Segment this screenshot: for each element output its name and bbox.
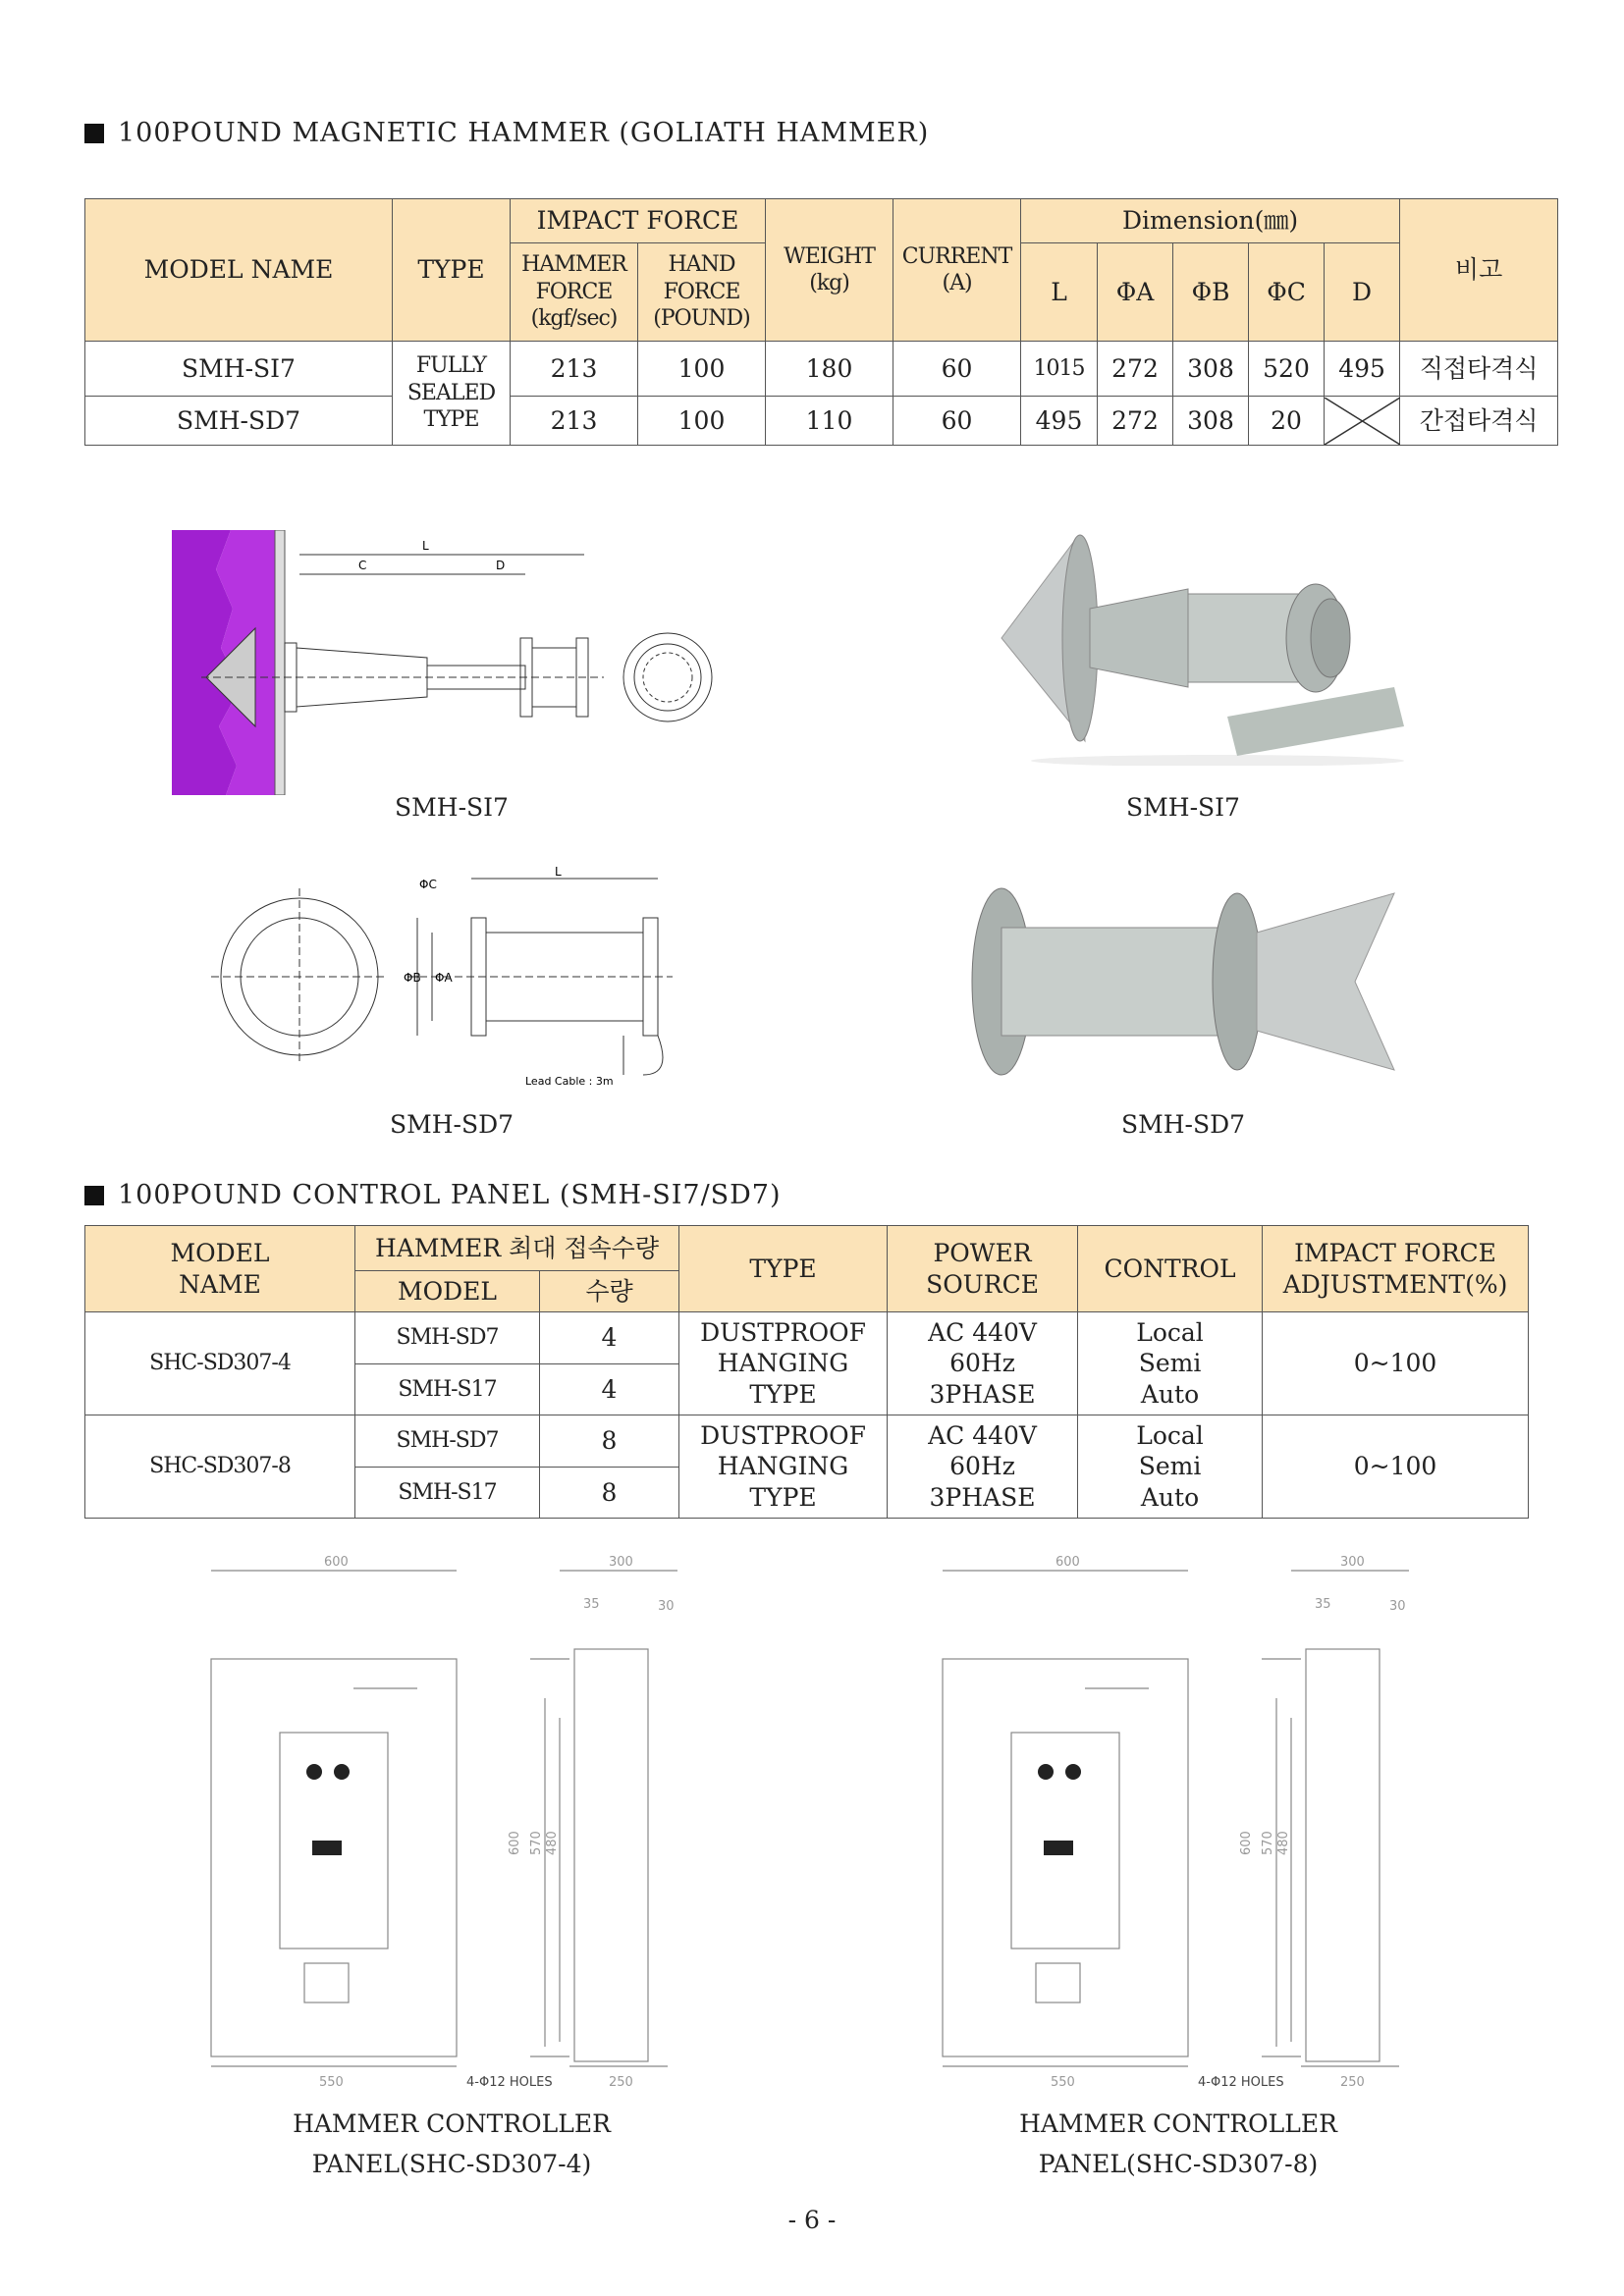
- table-row: SMH-S17 4: [85, 1364, 1529, 1415]
- svg-text:300: 300: [1340, 1555, 1365, 1570]
- svg-text:600: 600: [1056, 1555, 1080, 1570]
- smh-sd7-drawing: [211, 864, 722, 1099]
- panel-caption-left: HAMMER CONTROLLER PANEL(SHC-SD307-4): [293, 2109, 611, 2178]
- panel-caption-right: HAMMER CONTROLLER PANEL(SHC-SD307-8): [1019, 2109, 1337, 2178]
- svg-text:4-Φ12 HOLES: 4-Φ12 HOLES: [1198, 2075, 1284, 2090]
- svg-text:570: 570: [529, 1831, 544, 1855]
- smh-sd7-photo: [962, 874, 1404, 1090]
- svg-text:480: 480: [545, 1831, 560, 1855]
- svg-text:600: 600: [1239, 1831, 1254, 1855]
- control-panel-table: [84, 1225, 1529, 1519]
- header-model-name: MODEL NAME: [85, 199, 393, 342]
- table-row: SMH-S17 8: [85, 1468, 1529, 1519]
- svg-text:35: 35: [1315, 1597, 1331, 1612]
- svg-text:L: L: [422, 539, 429, 553]
- svg-text:35: 35: [583, 1597, 600, 1612]
- svg-text:Lead Cable : 3m: Lead Cable : 3m: [525, 1075, 614, 1088]
- header-impact-force: IMPACT FORCE: [511, 199, 766, 243]
- section1-title: 100POUND MAGNETIC HAMMER (GOLIATH HAMMER): [84, 118, 929, 148]
- power-cell: AC 440V 60Hz 3PHASE: [888, 1312, 1078, 1415]
- header-qty: 수량: [540, 1271, 679, 1312]
- table-row: SMH-SI7 FULLY SEALED TYPE 213 100 180 60 1015 272 308 520 495 직접타격식: [85, 342, 1558, 397]
- svg-text:250: 250: [1340, 2075, 1365, 2090]
- header-hammer-max: HAMMER 최대 접속수량: [355, 1226, 679, 1271]
- header-model: MODEL: [355, 1271, 540, 1312]
- header-type: TYPE: [679, 1226, 888, 1312]
- svg-text:30: 30: [658, 1599, 675, 1614]
- figure-caption: SMH-SD7: [1120, 1110, 1246, 1139]
- svg-text:ΦA: ΦA: [435, 971, 453, 985]
- page-number: - 6 -: [787, 2206, 837, 2234]
- header-dim-d: D: [1325, 243, 1400, 342]
- bullet-square-icon: [84, 1186, 104, 1205]
- type-cell: DUSTPROOF HANGING TYPE: [679, 1312, 888, 1415]
- header-model-name: MODEL NAME: [85, 1226, 355, 1312]
- header-impact-adjustment: IMPACT FORCE ADJUSTMENT(%): [1263, 1226, 1529, 1312]
- control-cell: Local Semi Auto: [1078, 1312, 1263, 1415]
- section2-title: 100POUND CONTROL PANEL (SMH-SI7/SD7): [84, 1180, 782, 1210]
- svg-text:250: 250: [609, 2075, 633, 2090]
- smh-si7-drawing: [172, 530, 722, 795]
- svg-text:ΦB: ΦB: [404, 971, 421, 985]
- header-type: TYPE: [393, 199, 511, 342]
- header-control: CONTROL: [1078, 1226, 1263, 1312]
- svg-text:ΦC: ΦC: [419, 878, 437, 891]
- header-remark: 비고: [1400, 199, 1558, 342]
- svg-text:480: 480: [1276, 1831, 1291, 1855]
- bullet-square-icon: [84, 124, 104, 143]
- table-row: SHC-SD307-8 SMH-SD7 8 DUSTPROOF HANGING TYPE AC 440V 60Hz 3PHASE Local Semi Auto 0~100: [85, 1415, 1529, 1468]
- header-dimension: Dimension(㎜): [1021, 199, 1400, 243]
- type-cell: DUSTPROOF HANGING TYPE: [679, 1415, 888, 1519]
- header-hand-force: HAND FORCE (POUND): [638, 243, 766, 342]
- power-cell: AC 440V 60Hz 3PHASE: [888, 1415, 1078, 1519]
- header-weight: WEIGHT (kg): [766, 199, 893, 342]
- cross-mark-icon: [1325, 398, 1400, 445]
- figure-caption: SMH-SI7: [1126, 793, 1240, 822]
- panel-drawing-sd307-4: [196, 1551, 707, 2101]
- svg-text:L: L: [555, 865, 562, 879]
- header-dim-phib: ΦB: [1173, 243, 1249, 342]
- svg-text:C: C: [358, 559, 367, 572]
- header-dim-l: L: [1021, 243, 1098, 342]
- type-cell: FULLY SEALED TYPE: [393, 342, 511, 446]
- header-current: CURRENT (A): [893, 199, 1021, 342]
- svg-text:600: 600: [324, 1555, 349, 1570]
- header-hammer-force: HAMMER FORCE (kgf/sec): [511, 243, 638, 342]
- svg-text:600: 600: [508, 1831, 522, 1855]
- crossed-cell: [1325, 397, 1400, 446]
- control-cell: Local Semi Auto: [1078, 1415, 1263, 1519]
- svg-text:D: D: [496, 559, 506, 572]
- smh-si7-photo: [992, 520, 1404, 766]
- panel-drawing-sd307-8: [928, 1551, 1438, 2101]
- figure-caption: SMH-SI7: [395, 793, 509, 822]
- svg-text:550: 550: [1051, 2075, 1075, 2090]
- svg-text:30: 30: [1389, 1599, 1406, 1614]
- table-row: SHC-SD307-4 SMH-SD7 4 DUSTPROOF HANGING TYPE AC 440V 60Hz 3PHASE Local Semi Auto 0~100: [85, 1312, 1529, 1364]
- hammer-spec-table: [84, 198, 1558, 446]
- svg-text:570: 570: [1261, 1831, 1275, 1855]
- table-row: SMH-SD7 213 100 110 60 495 272 308 20 간접타격식: [85, 397, 1558, 446]
- svg-text:550: 550: [319, 2075, 344, 2090]
- svg-text:300: 300: [609, 1555, 633, 1570]
- svg-text:4-Φ12 HOLES: 4-Φ12 HOLES: [466, 2075, 553, 2090]
- header-power-source: POWER SOURCE: [888, 1226, 1078, 1312]
- header-dim-phic: ΦC: [1249, 243, 1325, 342]
- figure-caption: SMH-SD7: [389, 1110, 514, 1139]
- header-dim-phia: ΦA: [1098, 243, 1173, 342]
